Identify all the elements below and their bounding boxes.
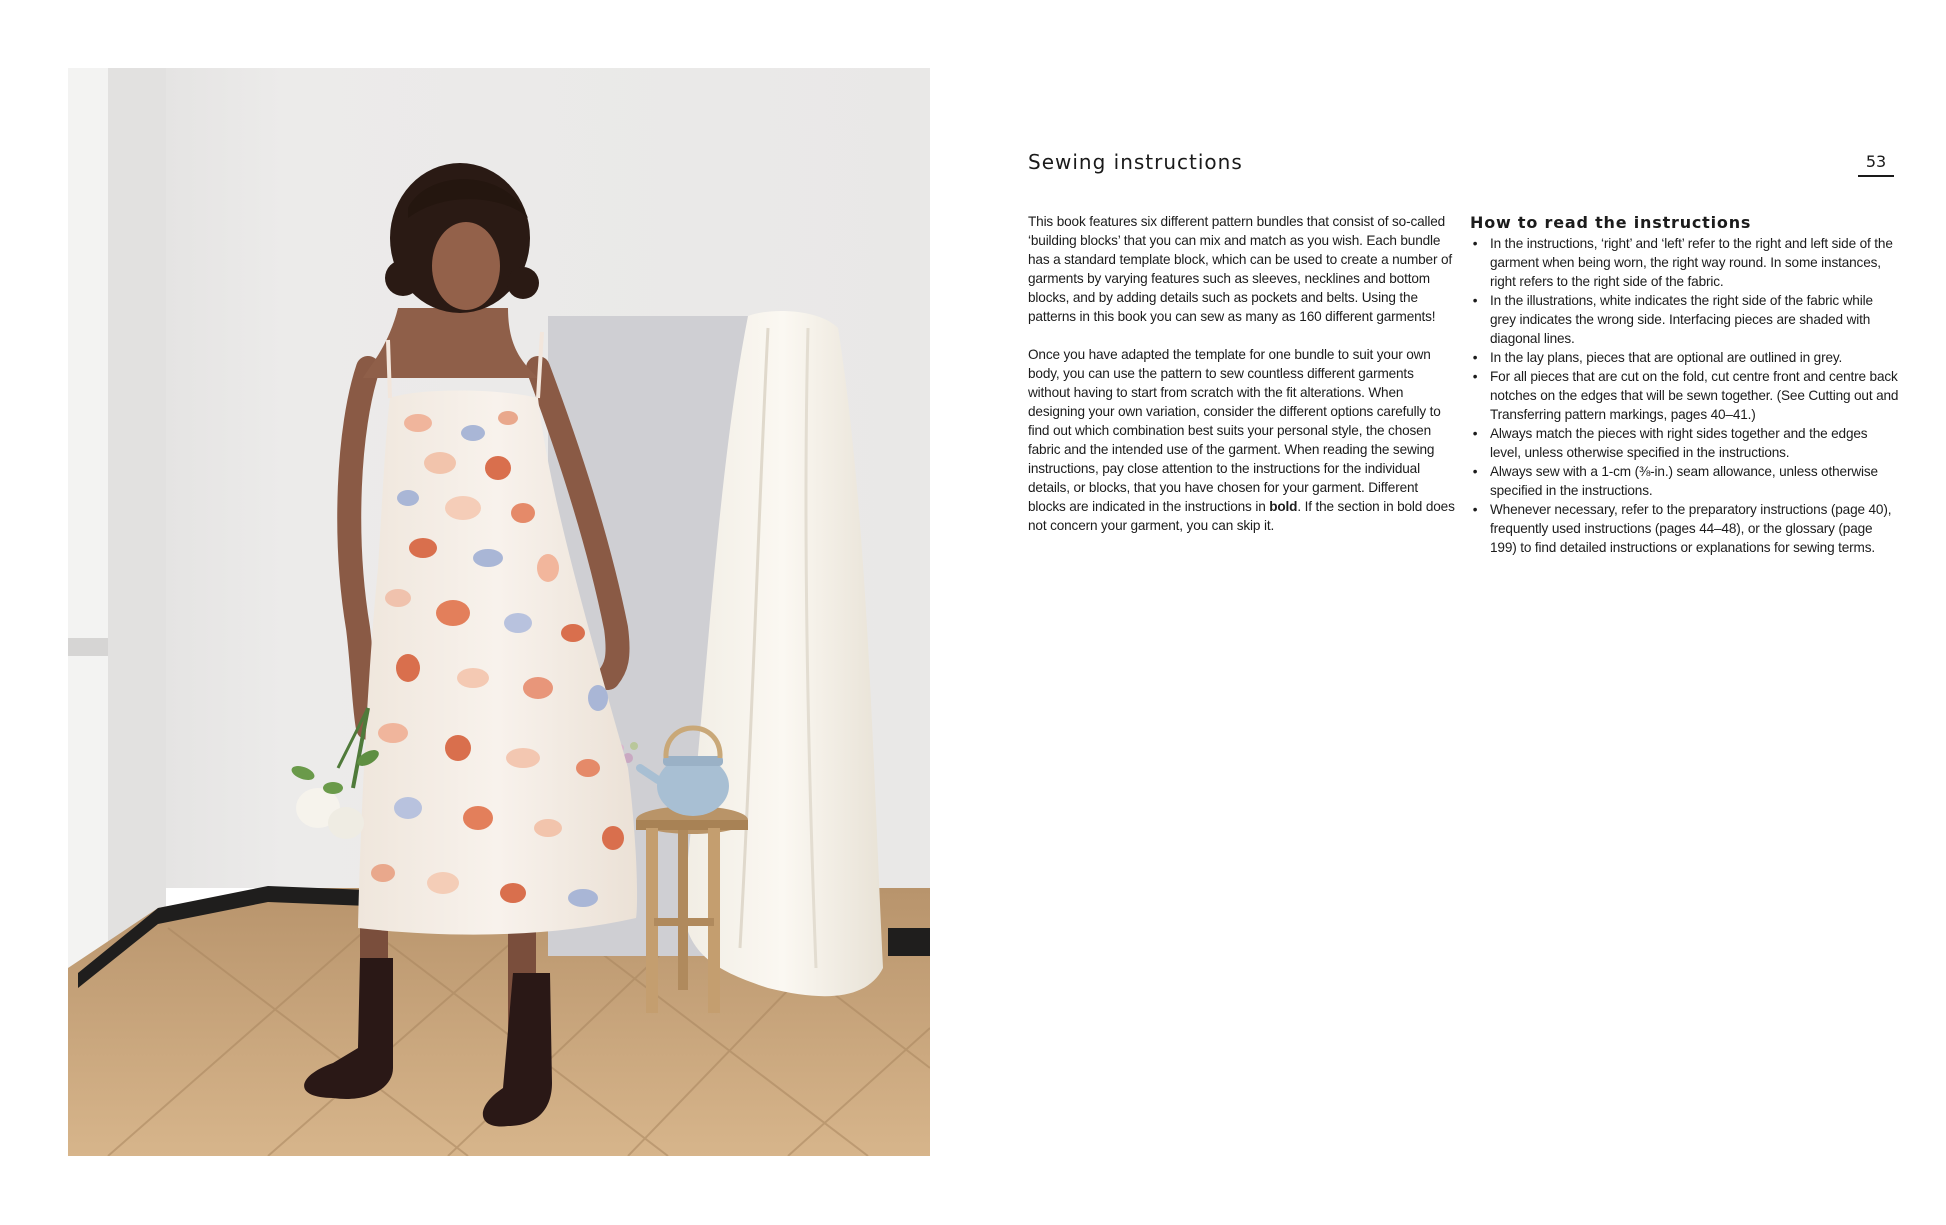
page-number: 53	[1858, 152, 1894, 177]
list-item	[1470, 291, 1900, 348]
list-item	[1470, 500, 1900, 557]
bullet-icon: •	[1472, 502, 1478, 517]
intro-paragraph-2-end: . If the section in bold does not concern your garment, you can skip it.	[1028, 499, 1455, 533]
bold-keyword: bold	[1269, 499, 1298, 514]
fashion-photo	[68, 68, 930, 1156]
bullet-icon: •	[1472, 369, 1478, 384]
section-heading: How to read the instructions	[1470, 213, 1752, 232]
instructions-list	[1470, 234, 1900, 557]
list-item-text: For all pieces that are cut on the fold, cut centre front and centre back notches on the edges that will be sewn together. (See Cutting out and Transferring pattern markings, pages 40–41.)	[1490, 369, 1899, 422]
list-item-text: Whenever necessary, refer to the preparatory instructions (page 40), frequently used instructions (pages 44–48), or the glossary (page 199) to find detailed instructions or explanations for sewing terms.	[1490, 502, 1892, 555]
list-item-text: In the illustrations, white indicates the right side of the fabric while grey indicates the wrong side. Interfacing pieces are shaded with diagonal lines.	[1490, 293, 1873, 346]
bullet-icon: •	[1472, 293, 1478, 308]
list-item-text: In the lay plans, pieces that are optional are outlined in grey.	[1490, 350, 1843, 365]
list-item	[1470, 424, 1900, 462]
list-item-text: Always sew with a 1-cm (⅜-in.) seam allowance, unless otherwise specified in the instructions.	[1490, 464, 1878, 498]
list-item-text: Always match the pieces with right sides together and the edges level, unless otherwise specified in the instructions.	[1490, 426, 1868, 460]
intro-paragraph-1: This book features six different pattern bundles that consist of so-called ‘building blocks’ that you can mix and match as you wish. Each bundle has a standard template block, which can be used to create a number of garments by varying features such as sleeves, necklines and bottom blocks, and by adding details such as pockets and belts. Using the patterns in this book you can sew as many as 160 different garments!	[1028, 214, 1453, 324]
list-item	[1470, 348, 1900, 367]
bullet-icon: •	[1472, 426, 1478, 441]
instructions-column	[1470, 212, 1900, 557]
intro-paragraph-2-text: Once you have adapted the template for one bundle to suit your own body, you can use the pattern to sew countless different garments without having to start from scratch with the fit alterations. When designing your own variation, consider the different options carefully to find out which combination best suits your personal style, the chosen fabric and the intended use of the garment. When reading the sewing instructions, pay close attention to the instructions for the individual details, or blocks, that you have chosen for your garment. Different blocks are indicated in the instructions in	[1028, 347, 1441, 514]
list-item	[1470, 234, 1900, 291]
page-title: Sewing instructions	[1028, 150, 1243, 174]
photo-illustration	[68, 68, 930, 1156]
bullet-icon: •	[1472, 464, 1478, 479]
intro-column	[1028, 212, 1456, 554]
bullet-icon: •	[1472, 350, 1478, 365]
intro-paragraph-2	[1028, 345, 1456, 535]
list-item-text: In the instructions, ‘right’ and ‘left’ refer to the right and left side of the garment when being worn, the right way round. In some instances, right refers to the right side of the fabric.	[1490, 236, 1893, 289]
face	[432, 222, 500, 310]
list-item	[1470, 462, 1900, 500]
list-item	[1470, 367, 1900, 424]
bullet-icon: •	[1472, 236, 1478, 251]
